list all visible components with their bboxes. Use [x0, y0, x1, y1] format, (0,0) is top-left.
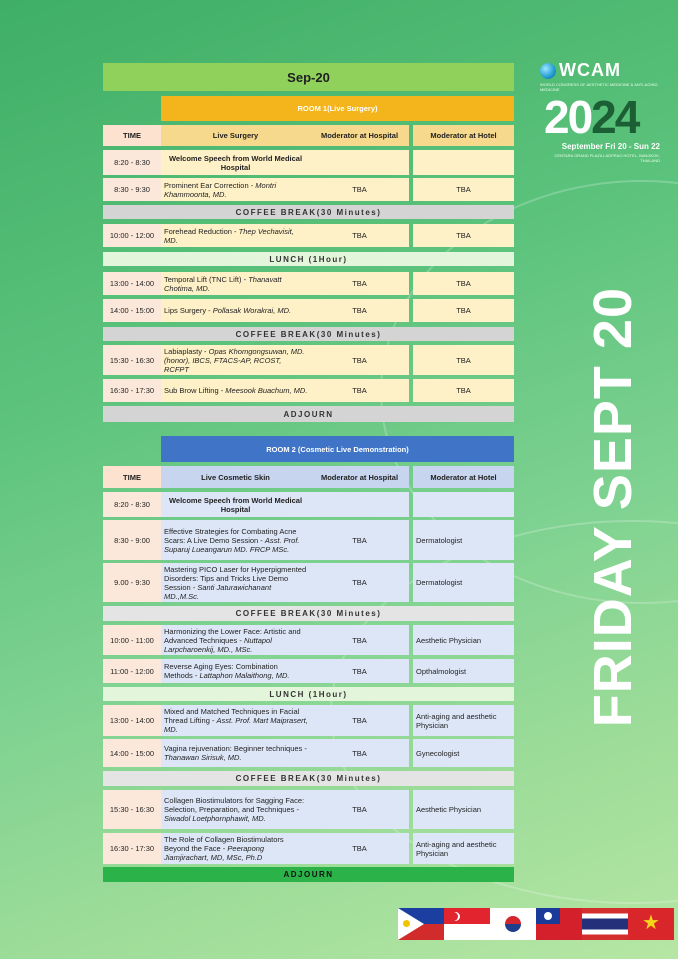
session-title: Reverse Aging Eyes: Combination Methods -	[164, 662, 278, 680]
session-speaker: Thep Vechavisit, MD.	[164, 226, 294, 245]
session-topic	[161, 224, 310, 247]
session-speaker: Thanavatt Chotima, MD.	[164, 274, 282, 293]
moderator-hotel	[413, 150, 514, 175]
session-speaker: Siwadol Loetphornphawit, MD.	[164, 814, 266, 823]
logo-dates: September Fri 20 - Sun 22	[561, 142, 660, 151]
moderator-hospital: TBA	[310, 563, 409, 602]
philippines-flag-icon	[398, 908, 444, 940]
moderator-hotel: Dermatologist	[413, 563, 514, 602]
column-header: TIME	[103, 466, 161, 488]
side-title-text: FRIDAY SEPT 20	[583, 287, 643, 728]
session-speaker: Santi Jaturawichanant MD.,M.Sc.	[164, 582, 272, 601]
break-row: LUNCH (1Hour)	[103, 252, 514, 266]
session-topic: Welcome Speech from World Medical Hospital	[161, 150, 310, 175]
session-time: 9.00 - 9:30	[103, 563, 161, 602]
session-time: 16:30 - 17:30	[103, 379, 161, 402]
room-title: ROOM 1(Live Surgery)	[161, 96, 514, 121]
session-title: Lips Surgery -	[164, 306, 211, 315]
session-time: 13:00 - 14:00	[103, 705, 161, 736]
session-topic	[161, 790, 310, 829]
moderator-hotel: Dermatologist	[413, 520, 514, 560]
moderator-hospital: TBA	[310, 520, 409, 560]
wcam-logo	[540, 60, 660, 163]
session-time: 11:00 - 12:00	[103, 659, 161, 683]
vietnam-flag-icon	[628, 908, 674, 940]
session-time: 10:00 - 12:00	[103, 224, 161, 247]
session-time: 16:30 - 17:30	[103, 833, 161, 864]
session-time: 14:00 - 15:00	[103, 299, 161, 322]
moderator-hotel: TBA	[413, 299, 514, 322]
column-header: Live Cosmetic Skin	[161, 466, 310, 488]
session-title: Effective Strategies for Combating Acne Scars: A Live Demo Session -	[164, 526, 297, 545]
south-korea-flag-icon	[490, 908, 536, 940]
session-speaker: Asst. Prof. Suparuj Lueangarun MD. FRCP MSc.	[164, 535, 300, 554]
break-row: COFFEE BREAK(30 Minutes)	[103, 771, 514, 786]
session-speaker: Lattaphon Malaithong, MD.	[199, 671, 290, 680]
thailand-flag-icon	[582, 908, 628, 940]
session-topic	[161, 299, 310, 322]
moderator-hospital: TBA	[310, 299, 409, 322]
session-speaker: Montri Khammoonta, MD.	[164, 180, 277, 199]
session-speaker: Asst. Prof. Mart Maiprasert, MD.	[164, 716, 308, 734]
session-topic	[161, 625, 310, 655]
moderator-hospital: TBA	[310, 224, 409, 247]
moderator-hotel: Gynecologist	[413, 739, 514, 767]
session-speaker: Pollasak Worakrai, MD.	[212, 306, 292, 315]
session-speaker: Meesook Buachum, MD.	[225, 386, 308, 395]
break-row: COFFEE BREAK(30 Minutes)	[103, 606, 514, 621]
session-time: 15:30 - 16:30	[103, 790, 161, 829]
side-title	[583, 235, 643, 780]
moderator-hospital: TBA	[310, 705, 409, 736]
session-topic	[161, 520, 310, 560]
break-row: LUNCH (1Hour)	[103, 687, 514, 701]
session-time: 8:30 - 9:00	[103, 520, 161, 560]
moderator-hospital: TBA	[310, 790, 409, 829]
moderator-hospital: TBA	[310, 272, 409, 295]
session-time: 8:30 - 9:30	[103, 178, 161, 201]
column-header: Moderator at Hotel	[413, 125, 514, 146]
session-topic	[161, 379, 310, 402]
session-speaker: Opas Khomgongsuwan, MD.(honor), IBCS, FTACS-AP, RCOST, RCFPT	[164, 346, 305, 374]
session-title: Harmonizing the Lower Face: Artistic and Advanced Techniques -	[164, 626, 301, 645]
room-title: ROOM 2 (Cosmetic Live Demonstration)	[161, 436, 514, 462]
session-topic	[161, 739, 310, 767]
moderator-hospital	[310, 492, 409, 517]
moderator-hotel: TBA	[413, 345, 514, 375]
moderator-hospital: TBA	[310, 345, 409, 375]
moderator-hospital: TBA	[310, 178, 409, 201]
taiwan-flag-icon	[536, 908, 582, 940]
session-title: Sub Brow Lifting -	[164, 386, 224, 395]
column-header: TIME	[103, 125, 161, 146]
moderator-hotel: Anti-aging and aesthetic Physician	[413, 705, 514, 736]
session-title: The Role of Collagen Biostimulators Beyond the Face -	[164, 835, 284, 853]
moderator-hotel: Opthalmologist	[413, 659, 514, 683]
session-time: 13:00 - 14:00	[103, 272, 161, 295]
session-title: Collagen Biostimulators for Sagging Face: Selection, Preparation, and Techniques -	[164, 796, 305, 814]
session-topic	[161, 272, 310, 295]
session-title: Labiaplasty -	[164, 346, 207, 356]
session-title: Mixed and Matched Techniques in Facial Thread Lifting -	[164, 707, 300, 725]
moderator-hotel	[413, 492, 514, 517]
session-time: 10:00 - 11:00	[103, 625, 161, 655]
session-title: Vagina rejuvenation: Beginner techniques -	[164, 744, 307, 753]
moderator-hospital: TBA	[310, 833, 409, 864]
break-row: COFFEE BREAK(30 Minutes)	[103, 327, 514, 341]
session-speaker: Thanawan Sirisuk, MD.	[164, 753, 242, 762]
column-header: Moderator at Hospital	[310, 125, 409, 146]
column-header: Moderator at Hospital	[310, 466, 409, 488]
session-speaker: Peerapong Jiamjirachart, MD, MSc, Ph.D	[164, 844, 265, 862]
flag-row	[398, 908, 674, 940]
moderator-hospital	[310, 150, 409, 175]
globe-icon	[540, 63, 556, 79]
moderator-hotel: TBA	[413, 224, 514, 247]
session-time: 8:20 - 8:30	[103, 150, 161, 175]
session-title: Prominent Ear Correction -	[164, 180, 254, 190]
session-topic: Welcome Speech from World Medical Hospital	[161, 492, 310, 517]
moderator-hotel: Aesthetic Physician	[413, 625, 514, 655]
session-title: Temporal Lift (TNC Lift) -	[164, 274, 247, 284]
moderator-hospital: TBA	[310, 379, 409, 402]
moderator-hotel: TBA	[413, 178, 514, 201]
singapore-flag-icon	[444, 908, 490, 940]
session-time: 15:30 - 16:30	[103, 345, 161, 375]
logo-year-main: 20	[544, 91, 592, 143]
session-topic	[161, 705, 310, 736]
logo-venue: CENTARA GRAND PLAZA LADPRAO HOTEL, BANGKOK, THAILAND	[554, 153, 660, 163]
session-topic	[161, 178, 310, 201]
column-header: Live Surgery	[161, 125, 310, 146]
moderator-hotel: TBA	[413, 379, 514, 402]
logo-tagline: WORLD CONGRESS OF AESTHETIC MEDICINE & ANTI-AGING MEDICINE	[540, 82, 658, 92]
moderator-hotel: Anti-aging and aesthetic Physician	[413, 833, 514, 864]
moderator-hospital: TBA	[310, 659, 409, 683]
column-header: Moderator at Hotel	[413, 466, 514, 488]
session-topic	[161, 563, 310, 602]
moderator-hospital: TBA	[310, 625, 409, 655]
session-time: 8:20 - 8:30	[103, 492, 161, 517]
break-row: COFFEE BREAK(30 Minutes)	[103, 205, 514, 219]
session-title: Mastering PICO Laser for Hyperpigmented Disorders: Tips and Tricks Live Demo Session -	[164, 564, 307, 592]
session-speaker: Nuttapol Larpcharoenkij, MD., MSc.	[164, 635, 272, 654]
session-title: Forehead Reduction -	[164, 226, 237, 236]
session-topic	[161, 659, 310, 683]
schedule-date: Sep-20	[103, 63, 514, 91]
moderator-hospital: TBA	[310, 739, 409, 767]
session-time: 14:00 - 15:00	[103, 739, 161, 767]
session-topic	[161, 833, 310, 864]
logo-year-accent: 24	[591, 91, 639, 143]
moderator-hotel: Aesthetic Physician	[413, 790, 514, 829]
break-row: ADJOURN	[103, 867, 514, 882]
break-row: ADJOURN	[103, 406, 514, 422]
logo-brand: WCAM	[559, 60, 621, 80]
session-topic	[161, 345, 310, 375]
moderator-hotel: TBA	[413, 272, 514, 295]
logo-year	[544, 91, 660, 143]
